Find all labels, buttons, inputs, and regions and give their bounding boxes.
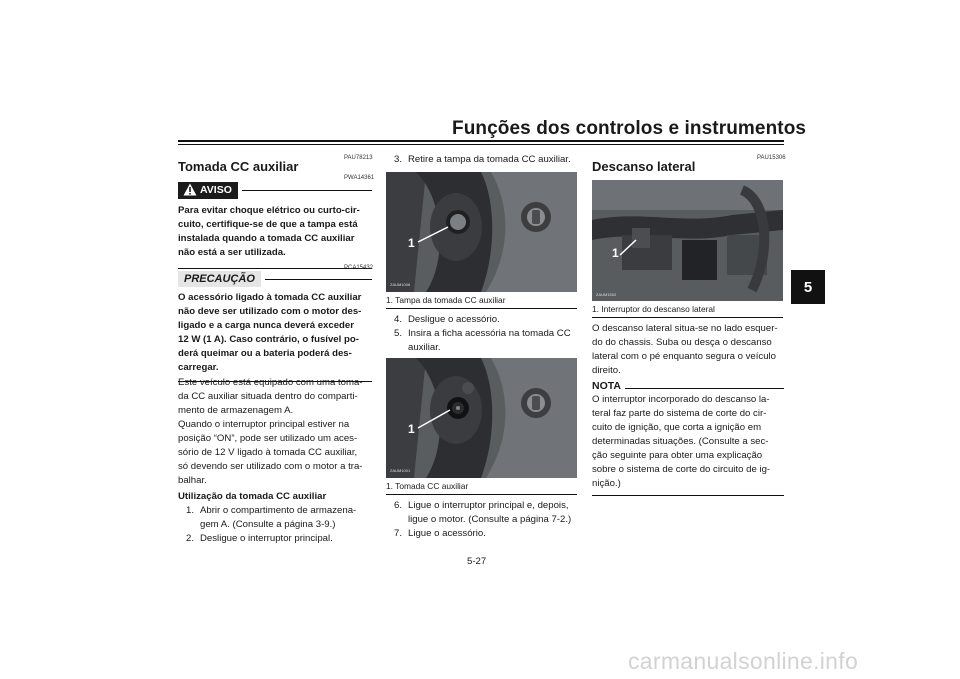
photo-caption: 1. Tomada CC auxiliar	[386, 481, 469, 491]
warning-text	[178, 204, 372, 260]
caution-line: derá queimar ou a bateria poderá des-	[178, 348, 352, 359]
warning-triangle-icon	[183, 183, 197, 196]
body-line: lateral com o pé enquanto segura o veículo	[592, 351, 777, 362]
caption-rule	[386, 308, 577, 309]
body-line: direito.	[592, 365, 621, 376]
photo-caption: 1. Tampa da tomada CC auxiliar	[386, 295, 506, 305]
warning-code: PWA14361	[344, 175, 375, 181]
photo-side-stand	[592, 180, 783, 301]
caption-rule	[592, 317, 783, 318]
step-item	[186, 532, 372, 546]
caution-line: ligado e a carga nunca deverá exceder	[178, 320, 354, 331]
body-line: O descanso lateral situa-se no lado esquer-	[592, 323, 778, 334]
step-item	[394, 313, 578, 327]
body-line: só devendo ser utilizado com o motor a tra-	[178, 461, 363, 472]
step-item	[394, 327, 578, 355]
warning-badge	[178, 182, 238, 199]
aux-socket-illustration	[386, 358, 577, 478]
intro-paragraph	[178, 376, 372, 488]
body-line: da CC auxiliar situada dentro do comparti-	[178, 391, 358, 402]
steps-mid	[394, 313, 578, 355]
usage-title: Utilização da tomada CC auxiliar	[178, 491, 327, 502]
warning-end-rule	[178, 268, 372, 269]
body-line: Quando o interruptor principal estiver na	[178, 419, 350, 430]
step-item	[394, 527, 578, 541]
section-title: Descanso lateral	[592, 159, 696, 174]
body-line: do do chassis. Suba ou desça o descanso	[592, 337, 772, 348]
step-line: Insira a ficha acessória na tomada CC	[408, 328, 571, 339]
warning-line: cuito, certifique-se de que a tampa está	[178, 219, 358, 230]
warning-line: não está a ser utilizada.	[178, 247, 286, 258]
note-line: O interruptor incorporado do descanso la-	[592, 394, 770, 405]
step-number: 7.	[394, 528, 403, 539]
step-text: Ligue o acessório.	[408, 528, 486, 539]
photo-callout: 1	[408, 422, 415, 436]
socket-cover-illustration	[386, 172, 577, 292]
step-text: Retire a tampa da tomada CC auxiliar.	[408, 154, 571, 165]
note-text	[592, 393, 784, 491]
body-line: Este veículo está equipado com uma toma-	[178, 377, 363, 388]
caption-rule	[386, 494, 577, 495]
step-line: ligue o motor. (Consulte a página 7-2.)	[408, 514, 572, 525]
note-line: cuito de ignição, que corta a ignição em	[592, 422, 762, 433]
caution-label: PRECAUÇÃO	[178, 271, 261, 287]
note-box	[592, 380, 784, 496]
note-line: determinadas situações. (Consulte a sec-	[592, 436, 769, 447]
note-rule	[625, 388, 784, 389]
photo-code: ZAUM1006	[390, 282, 411, 287]
side-stand-paragraph	[592, 322, 784, 378]
note-label: NOTA	[592, 380, 621, 392]
body-line: balhar.	[178, 475, 207, 486]
section-title: Tomada CC auxiliar	[178, 159, 299, 174]
note-line: ção seguinte para obter uma explicação	[592, 450, 763, 461]
step-text	[200, 504, 372, 532]
body-line: mento de armazenagem A.	[178, 405, 294, 416]
step-number: 3.	[394, 154, 403, 165]
warning-rule	[242, 190, 372, 191]
warning-box	[178, 182, 372, 269]
photo-code: ZAUM1502	[596, 292, 617, 297]
step-line: auxiliar.	[408, 342, 441, 353]
watermark: carmanualsonline.info	[628, 648, 859, 674]
caution-line: 12 W (1 A). Caso contrário, o fusível po-	[178, 334, 359, 345]
steps-end	[394, 499, 578, 541]
photo-callout: 1	[408, 236, 415, 250]
warning-label: AVISO	[200, 184, 232, 196]
caution-box	[178, 271, 372, 382]
note-line: nição.)	[592, 478, 621, 489]
warning-line: instalada quando a tomada CC auxiliar	[178, 233, 355, 244]
body-line: posição “ON”, pode ser utilizado um aces-	[178, 433, 358, 444]
caution-code: PCA15432	[344, 265, 374, 271]
side-stand-illustration	[592, 180, 783, 301]
header-rule-thick	[178, 140, 784, 142]
step-number: 1.	[186, 505, 195, 516]
note-line: teral faz parte do sistema de corte do cir-	[592, 408, 767, 419]
note-end-rule	[592, 495, 784, 496]
step-number: 5.	[394, 328, 403, 339]
step-text	[408, 327, 578, 355]
step-line: Abrir o compartimento de armazena-	[200, 505, 357, 516]
caution-text	[178, 291, 372, 375]
step-item	[186, 504, 372, 532]
photo-socket-cover	[386, 172, 577, 292]
step-number: 4.	[394, 314, 403, 325]
header-rule-thin	[178, 144, 784, 145]
warning-line: Para evitar choque elétrico ou curto-cir-	[178, 205, 360, 216]
step-item	[394, 153, 571, 167]
step-number: 2.	[186, 533, 195, 544]
section-code: PAU78213	[344, 155, 373, 161]
photo-aux-socket	[386, 358, 577, 478]
step-number: 6.	[394, 500, 403, 511]
section-code: PAU15306	[757, 155, 786, 161]
step-text: Desligue o acessório.	[408, 314, 500, 325]
page-title: Funções dos controlos e instrumentos	[452, 118, 807, 139]
caution-rule	[265, 279, 372, 280]
body-line: sório de 12 V ligado à tomada CC auxiliar,	[178, 447, 358, 458]
step-text	[408, 499, 578, 527]
photo-caption: 1. Interruptor do descanso lateral	[592, 304, 715, 314]
chapter-tab: 5	[791, 270, 825, 304]
page-number: 5-27	[467, 556, 487, 567]
step-line: gem A. (Consulte a página 3-9.)	[200, 519, 336, 530]
note-line: sobre o sistema de corte do circuito de ig-	[592, 464, 771, 475]
caution-line: carregar.	[178, 362, 219, 373]
step-text: Desligue o interruptor principal.	[200, 533, 333, 544]
photo-code: ZAUM1001	[390, 468, 411, 473]
step-item	[394, 499, 578, 527]
usage-steps	[186, 504, 372, 546]
step-line: Ligue o interruptor principal e, depois,	[408, 500, 569, 511]
caution-line: não deve ser utilizado com o motor des-	[178, 306, 362, 317]
caution-line: O acessório ligado à tomada CC auxiliar	[178, 292, 362, 303]
photo-callout: 1	[612, 246, 619, 260]
